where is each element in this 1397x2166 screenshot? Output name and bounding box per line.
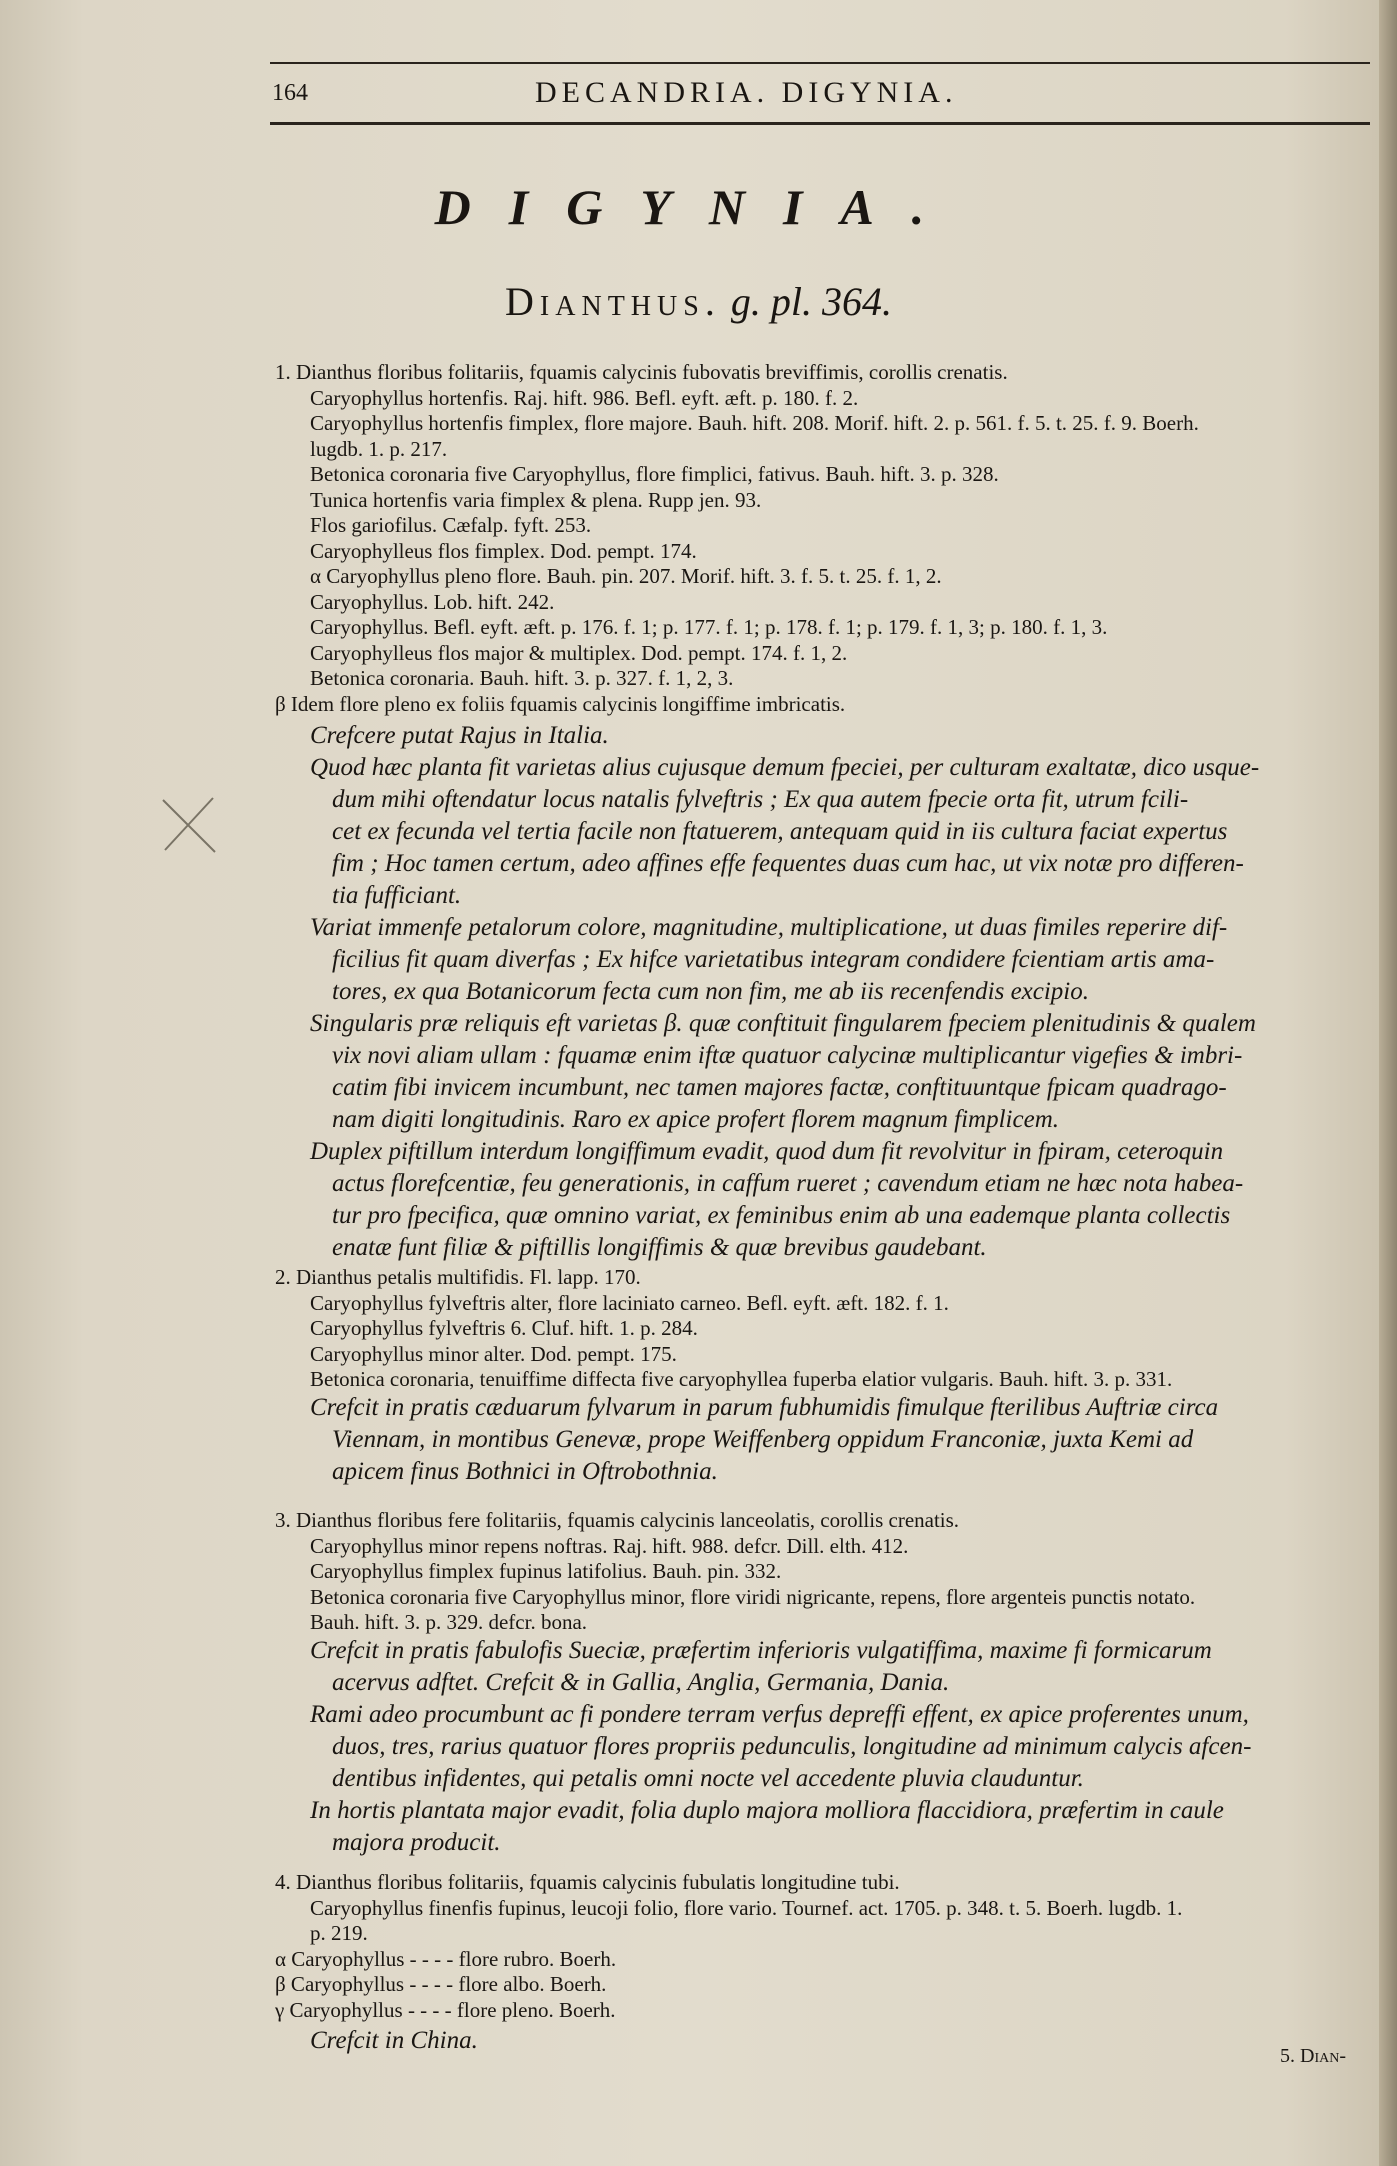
comment-line: ficilius fit quam diverfas ; Ex hifce varietatibus integram condidere fcientiam artis ama- bbox=[332, 946, 1215, 973]
comment-line: acervus adftet. Crefcit & in Gallia, Anglia, Germania, Dania. bbox=[332, 1669, 950, 1696]
comment-line: Crefcit in pratis fabulofis Sueciæ, præfertim inferioris vulgatiffima, maxime fi formicarum bbox=[310, 1637, 1212, 1664]
comment-line: nam digiti longitudinis. Raro ex apice profert florem magnum fimplicem. bbox=[332, 1106, 1060, 1133]
entry-line: p. 219. bbox=[310, 1921, 368, 1945]
entry-line: Tunica hortenfis varia fimplex & plena. Rupp jen. 93. bbox=[310, 487, 762, 512]
species-entry-4 bbox=[275, 1870, 1360, 2023]
comment-line: enatæ funt filiæ & piftillis longiffimis & quæ brevibus gaudebant. bbox=[332, 1234, 987, 1261]
header-rule-bottom bbox=[270, 122, 1370, 125]
species-4-commentary bbox=[275, 2025, 1360, 2057]
comment-line: Quod hæc planta fit varietas alius cujusque demum fpeciei, per culturam exaltatæ, dico usque- bbox=[310, 754, 1260, 781]
comment-line: majora producit. bbox=[332, 1829, 501, 1856]
comment-line: Singularis præ reliquis eft varietas β. quæ conftituit fingularem fpeciem plenitudinis & qualem bbox=[310, 1010, 1256, 1037]
entry-line: Betonica coronaria five Caryophyllus minor, flore viridi nigricante, repens, flore argenteis punctis notato. bbox=[310, 1584, 1196, 1609]
entry-line: Betonica coronaria five Caryophyllus, flore fimplici, fativus. Bauh. hift. 3. p. 328. bbox=[310, 462, 999, 486]
entry-line: α Caryophyllus - - - - flore rubro. Boerh. bbox=[275, 1946, 617, 1971]
species-entry-2 bbox=[275, 1265, 1360, 1393]
entry-line: β Caryophyllus - - - - flore albo. Boerh. bbox=[275, 1972, 607, 1996]
genus-title bbox=[0, 278, 1397, 325]
entry-line: α Caryophyllus pleno flore. Bauh. pin. 207. Morif. hift. 3. f. 5. t. 25. f. 1, 2. bbox=[310, 564, 942, 588]
page-header bbox=[270, 62, 1370, 132]
entry-line: Caryophyllus fimplex fupinus latifolius. Bauh. pin. 332. bbox=[310, 1559, 782, 1583]
entry-line: Betonica coronaria, tenuiffime diffecta five caryophyllea fuperba elatior vulgaris. Bauh. hift. 3. p. 331. bbox=[310, 1367, 1173, 1391]
species-entry-3 bbox=[275, 1508, 1360, 1636]
entry-line: Flos gariofilus. Cæfalp. fyft. 253. bbox=[310, 513, 592, 537]
comment-line: tores, ex qua Botanicorum fecta cum non fim, me ab iis recenfendis excipio. bbox=[332, 978, 1089, 1005]
comment-line: cet ex fecunda vel tertia facile non ftatuerem, antequam quid in iis cultura faciat expertus bbox=[332, 818, 1228, 845]
comment-line: Rami adeo procumbunt ac fi pondere terram verfus depreffi effent, ex apice proferentes unum, bbox=[310, 1701, 1249, 1728]
entry-line: Bauh. hift. 3. p. 329. defcr. bona. bbox=[310, 1610, 588, 1634]
entry-line: Caryophyllus minor alter. Dod. pempt. 175. bbox=[310, 1341, 677, 1366]
comment-line: Duplex piftillum interdum longiffimum evadit, quod dum fit revolvitur in fpiram, ceteroquin bbox=[310, 1138, 1224, 1165]
entry-line: Caryophylleus flos fimplex. Dod. pempt. 174. bbox=[310, 538, 697, 563]
genus-name: Dianthus. bbox=[505, 279, 721, 324]
entry-line: 4. Dianthus floribus folitariis, fquamis calycinis fubulatis longitudine tubi. bbox=[275, 1870, 900, 1894]
catchword: 5. Dian- bbox=[1280, 2045, 1346, 2067]
page-number: 164 bbox=[272, 80, 308, 106]
section-title: DIGYNIA. bbox=[434, 179, 963, 235]
entry-line: Caryophyllus. Befl. eyft. æft. p. 176. f. 1; p. 177. f. 1; p. 178. f. 1; p. 179. f. 1, 3; p. 180. f. 1, 3. bbox=[310, 615, 1108, 639]
entry-line: Betonica coronaria. Bauh. hift. 3. p. 327. f. 1, 2, 3. bbox=[310, 666, 734, 690]
comment-line: apicem finus Bothnici in Oftrobothnia. bbox=[332, 1458, 718, 1485]
entry-line: Caryophyllus hortenfis fimplex, flore majore. Bauh. hift. 208. Morif. hift. 2. p. 561. f. 5. t. 25. f. 9. Boerh. bbox=[310, 411, 1199, 435]
comment-line: vix novi aliam ullam : fquamæ enim iftæ quatuor calycinæ multiplicantur vigefies & imbri- bbox=[332, 1042, 1243, 1069]
comment-line: fim ; Hoc tamen certum, adeo affines effe fequentes duas cum hac, ut vix notæ pro differen- bbox=[332, 850, 1244, 877]
entry-line: Caryophyllus minor repens noftras. Raj. hift. 988. defcr. Dill. elth. 412. bbox=[310, 1533, 909, 1558]
running-head: DECANDRIA. DIGYNIA. bbox=[535, 76, 958, 109]
entry-line: lugdb. 1. p. 217. bbox=[310, 436, 448, 461]
comment-line: dum mihi oftendatur locus natalis fylveftris ; Ex qua autem fpecie orta fit, utrum fcili- bbox=[332, 786, 1189, 813]
comment-line: duos, tres, rarius quatuor flores propriis pedunculis, longitudine ad minimum calycis afcen- bbox=[332, 1733, 1252, 1760]
comment-line: dentibus infidentes, qui petalis omni nocte vel accedente pluvia clauduntur. bbox=[332, 1765, 1084, 1792]
entry-line: Caryophylleus flos major & multiplex. Dod. pempt. 174. f. 1, 2. bbox=[310, 640, 848, 665]
species-2-commentary bbox=[275, 1392, 1360, 1488]
comment-line: tur pro fpecifica, quæ omnino variat, ex feminibus enim ab una eademque planta collectis bbox=[332, 1202, 1231, 1229]
species-entry-1 bbox=[275, 360, 1360, 717]
species-1-commentary bbox=[275, 720, 1360, 1264]
entry-line: 1. Dianthus floribus folitariis, fquamis calycinis fubovatis breviffimis, corollis crenatis. bbox=[275, 360, 1008, 384]
entry-line: β Idem flore pleno ex foliis fquamis calycinis longiffime imbricatis. bbox=[275, 691, 846, 716]
header-rule-top bbox=[270, 62, 1370, 64]
comment-line: tia fufficiant. bbox=[332, 882, 462, 909]
pencil-x-mark bbox=[155, 790, 225, 860]
entry-line: Caryophyllus fylveftris 6. Cluf. hift. 1. p. 284. bbox=[310, 1316, 698, 1340]
entry-line: Caryophyllus fylveftris alter, flore laciniato carneo. Befl. eyft. æft. 182. f. 1. bbox=[310, 1290, 949, 1315]
entry-line: Caryophyllus hortenfis. Raj. hift. 986. Befl. eyft. æft. p. 180. f. 2. bbox=[310, 385, 859, 410]
genus-reference: g. pl. 364. bbox=[730, 279, 892, 324]
entry-line: 3. Dianthus floribus fere folitariis, fquamis calycinis lanceolatis, corollis crenatis. bbox=[275, 1508, 960, 1532]
entry-line: Caryophyllus. Lob. hift. 242. bbox=[310, 589, 555, 614]
comment-line: Crefcere putat Rajus in Italia. bbox=[310, 722, 609, 749]
comment-line: actus florefcentiæ, feu generationis, in caffum rueret ; cavendum etiam ne hæc nota habea- bbox=[332, 1170, 1244, 1197]
comment-line: Crefcit in pratis cæduarum fylvarum in parum fubhumidis fimulque fterilibus Auftriæ circa bbox=[310, 1394, 1219, 1421]
comment-line: In hortis plantata major evadit, folia duplo majora molliora flaccidiora, præfertim in caule bbox=[310, 1797, 1224, 1824]
entry-line: γ Caryophyllus - - - - flore pleno. Boerh. bbox=[275, 1997, 616, 2022]
comment-line: Viennam, in montibus Genevæ, prope Weiffenberg oppidum Franconiæ, juxta Kemi ad bbox=[332, 1426, 1194, 1453]
entry-line: Caryophyllus finenfis fupinus, leucoji folio, flore vario. Tournef. act. 1705. p. 348. t. 5. Boerh. lugdb. 1. bbox=[310, 1895, 1183, 1920]
entry-line: 2. Dianthus petalis multifidis. Fl. lapp. 170. bbox=[275, 1265, 641, 1289]
species-3-commentary bbox=[275, 1635, 1360, 1859]
comment-line: catim fibi invicem incumbunt, nec tamen majores factæ, conftituuntque fpicam quadrago- bbox=[332, 1074, 1227, 1101]
comment-line: Variat immenfe petalorum colore, magnitudine, multiplicatione, ut duas fimiles reperire dif- bbox=[310, 914, 1228, 941]
comment-line: Crefcit in China. bbox=[310, 2027, 478, 2054]
